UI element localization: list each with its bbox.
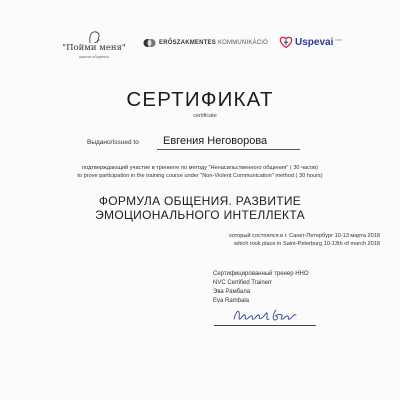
nvc-swirl-icon — [143, 38, 156, 48]
trainer-name-ru: Эва Рамбала — [213, 289, 251, 295]
trainer-title-ru: Сертифицированный тренер ННО — [213, 271, 309, 277]
course-title-line1: ФОРМУЛА ОБЩЕНИЯ. РАЗВИТИЕ — [98, 194, 302, 208]
confirmation-ru: подтверждающий участие в тренинге по методу "Ненасильственного общения" ( 30 часов) — [82, 165, 318, 171]
signature-line — [214, 325, 316, 326]
eroszakmentes-text: ERŐSZAKMENTES — [159, 40, 216, 46]
kommunikacio-text: KOMMUNIKÁCIÓ — [217, 40, 269, 46]
heart-icon — [279, 35, 293, 49]
poymi-menya-name: "Пойми меня" — [62, 43, 126, 53]
uspevai-domain: .com — [334, 38, 342, 42]
poymi-menya-tagline: школа общения — [79, 54, 109, 59]
trainer-signature — [232, 304, 302, 326]
confirmation-en: to prove participation in the training course under "Non-Violent Communication" method ( 30 hours) — [77, 173, 323, 179]
head-silhouette-icon — [87, 30, 101, 44]
uspevai-name: Uspevai — [295, 36, 334, 48]
recipient-name: Евгения Неговорова — [163, 135, 268, 147]
trainer-title-en: NVC Certified Trainerr — [213, 280, 273, 286]
certificate-title: СЕРТИФИКАТ — [126, 88, 274, 111]
location-en: which took place in Saint-Peterburg 10-13th of march 2018 — [234, 241, 380, 247]
trainer-name-en: Eva Rambala — [213, 298, 250, 304]
poymi-menya-logo — [58, 30, 130, 60]
location-ru: который состоялся в г. Санкт-Петербург 10-13 марта 2018 — [229, 233, 380, 239]
uspevai-logo — [279, 34, 342, 50]
eroszakmentes-logo — [143, 37, 268, 49]
course-title-line2: ЭМОЦИОНАЛЬНОГО ИНТЕЛЛЕКТА — [95, 208, 305, 222]
issued-to-label: Выдано/Issued to — [87, 139, 139, 146]
certificate-subtitle: certificate — [193, 113, 217, 119]
recipient-underline — [157, 149, 300, 150]
